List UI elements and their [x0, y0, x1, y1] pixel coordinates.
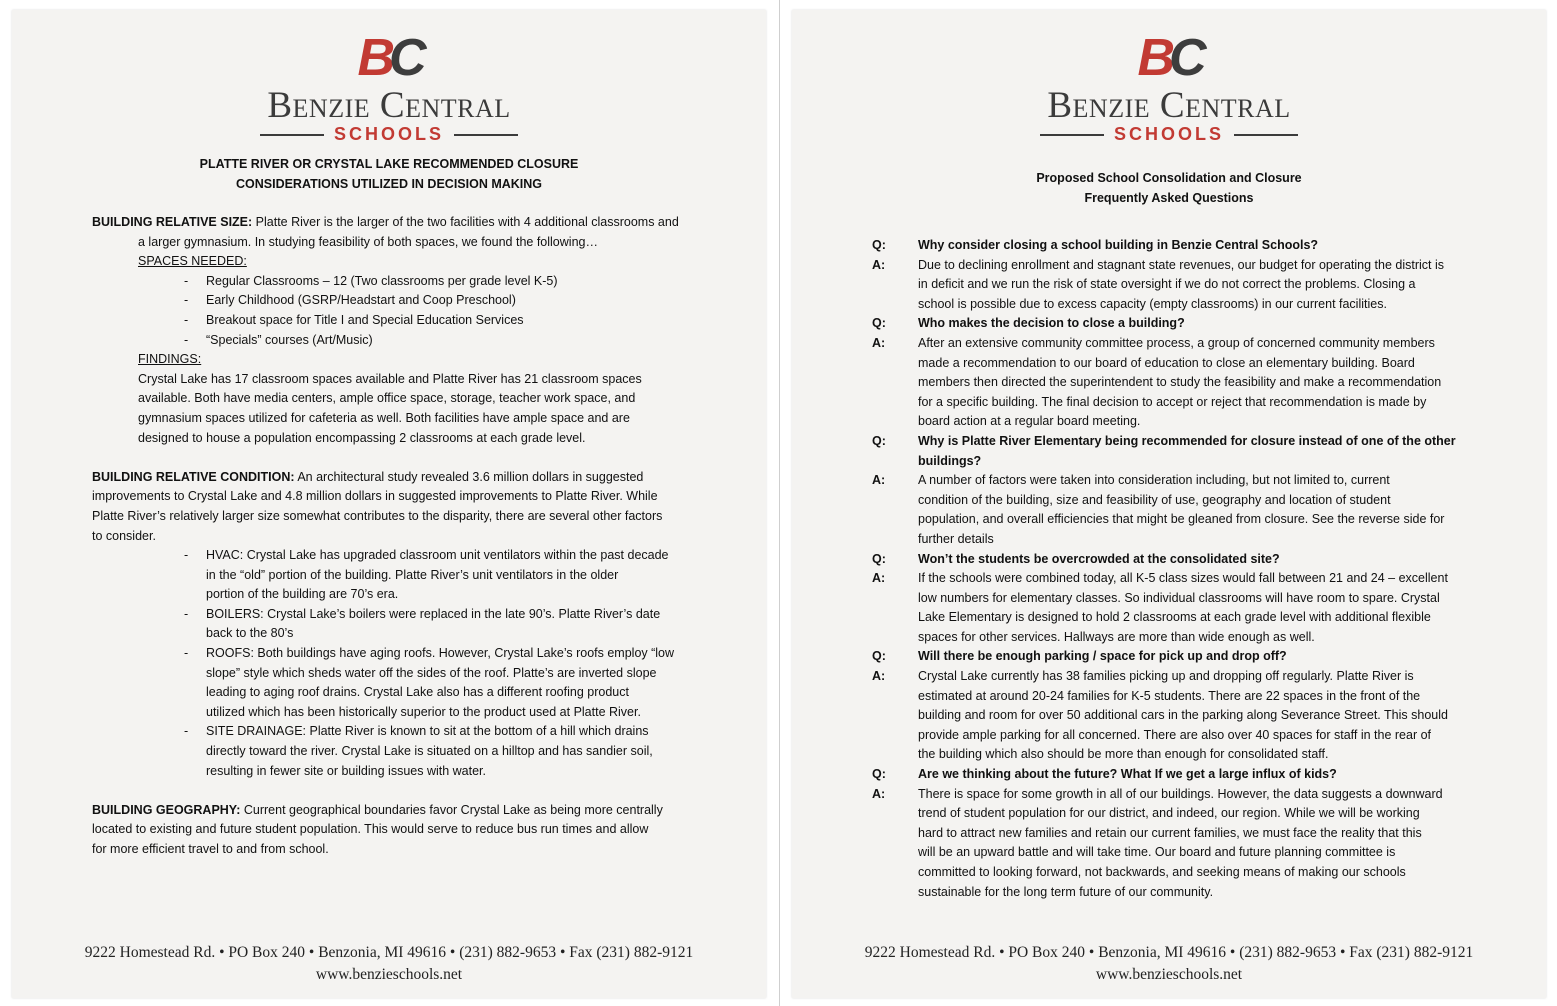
factor-line: back to the 80’s	[206, 626, 294, 641]
faq-question	[872, 236, 1472, 256]
faq-answer	[872, 569, 1472, 647]
a-label: A:	[872, 669, 886, 684]
question-line: Why consider closing a school building in Benzie Central Schools?	[918, 238, 1319, 252]
answer-line: estimated at around 20-24 families for K-5 students. There are 22 spaces in the front of the	[918, 688, 1421, 703]
condition-heading: BUILDING RELATIVE CONDITION:	[92, 469, 295, 484]
question-line: Are we thinking about the future? What If we get a large influx of kids?	[918, 767, 1337, 782]
condition-line: to consider.	[92, 528, 156, 543]
space-item: - Regular Classrooms – 12 (Two classrooms per grade level K-5)	[206, 272, 696, 292]
answer-line: spaces for other services. Hallways are more than wide enough as well.	[918, 629, 1315, 644]
faq-question	[872, 765, 1472, 785]
school-logo	[792, 29, 1546, 145]
factor-item	[206, 546, 696, 605]
left-content: BUILDING RELATIVE SIZE: Platte River is the larger of the two facilities with 4 additional classrooms and a larger gymnasium. In studying feasibility of both spaces, we found the following… SPACES NEEDED: - Regular Classrooms – 12 (Two classrooms per grade level K-5) - Early Childhood (GSRP/Headstart and Coop Preschool) - Breakout space for Title I and Special Education Services - “Specials” courses (Art/Music) FINDINGS: Crystal Lake has 17 classroom spaces available and Platte River has 21 classroom spaces available. Both have media centers, ample office space, storage, teacher work space, and gymnasium spaces utilized for cafeteria as well. Both facilities have ample space and are designed to house a population encompassing 2 classrooms at each grade level. BUILDING RELATIVE CONDITION: An architectural study revealed 3.6 million dollars in suggested improvements to Crystal Lake and 4.8 million dollars in suggested improvements to Platte River. While Platte River’s relatively larger size somewhat contributes to the disparity, there are several other factors to consider. - HVAC: Crystal Lake has upgraded classroom unit ventilators within the past decade in the “old” portion of the building. Platte River’s unit ventilators in the older portion of the building are 70’s era. - BOILERS: Crystal Lake’s boilers were replaced in the late 90’s. Platte River’s date back to the 80’s - ROOFS: Both buildings have aging roofs. However, Crystal Lake’s roofs employ “low slope” style which sheds water off the sides of the roof. Platte’s are inverted slope leading to aging roof drains. Crystal Lake also has a different roofing product utilized which has been historically superior to the product used at Platte River. - SITE DRAINAGE: Platte River is known to sit at the bottom of a hill which drains directly toward the river. Crystal Lake is situated on a hilltop and has sandier soil, resulting in fewer site or building issues with water. BUILDING GEOGRAPHY: Current geographical boundaries favor Crystal Lake as being more centrally located to existing and future student population. This would serve to reduce bus run times and allow for more efficient travel to and from school.	[92, 213, 696, 860]
factor-line: slope” style which sheds water off the sides of the roof. Platte’s are inverted slope	[206, 665, 657, 680]
answer-line: sustainable for the long term future of our community.	[918, 884, 1214, 899]
bc-monogram: BC	[357, 29, 421, 87]
a-label: A:	[872, 473, 886, 488]
faq-question	[872, 432, 1472, 471]
answer-text	[918, 569, 1472, 647]
answer-line: will be an upward battle and will take time. Our board and future planning committee is	[918, 845, 1396, 860]
faq-title: Proposed School Consolidation and Closure Frequently Asked Questions	[1036, 171, 1302, 205]
faq-answer	[872, 471, 1472, 549]
factor-line: - HVAC: Crystal Lake has upgraded classroom unit ventilators within the past decade	[206, 548, 669, 563]
findings-line: gymnasium spaces utilized for cafeteria as well. Both facilities have ample space and are	[138, 410, 630, 425]
answer-line: condition of the building, size and feasibility of use, geography and location of student	[918, 492, 1391, 507]
answer-line: trend of student population for our district, and indeed, our region. While we will be working	[918, 806, 1420, 821]
answer-line: low numbers for elementary classes. So individual classrooms will have room to spare. Crystal	[918, 590, 1440, 605]
question-text	[918, 550, 1472, 570]
q-label: Q:	[872, 767, 886, 782]
geography-section	[92, 801, 696, 860]
answer-text	[918, 471, 1472, 549]
bc-monogram: BC	[1137, 29, 1201, 87]
answer-line: After an extensive community committee process, a group of concerned community members	[918, 335, 1435, 350]
question-line: Won’t the students be overcrowded at the consolidated site?	[918, 551, 1280, 566]
factor-item	[206, 722, 696, 781]
answer-line: If the schools were combined today, all K-5 class sizes would fall between 21 and 24 – excellent	[918, 571, 1448, 586]
faq-answer	[872, 256, 1472, 315]
space-item: - Breakout space for Title I and Special Education Services	[206, 311, 696, 331]
school-name: Benzie Central	[267, 85, 511, 126]
answer-line: building and room for over 50 additional cars in the parking along Severance Street. This should	[918, 708, 1448, 723]
q-label: Q:	[872, 649, 886, 664]
school-subtitle: SCHOOLS	[333, 124, 444, 144]
footer: 9222 Homestead Rd. • PO Box 240 • Benzonia, MI 49616 • (231) 882-9653 • Fax (231) 882-9121 www.benzieschools.net	[84, 944, 694, 983]
answer-line: A number of factors were taken into consideration including, but not limited to, current	[918, 473, 1390, 488]
footer: 9222 Homestead Rd. • PO Box 240 • Benzonia, MI 49616 • (231) 882-9653 • Fax (231) 882-9121 www.benzieschools.net	[864, 944, 1474, 983]
answer-line: provide ample parking for all concerned. There are also over 40 spaces for staff in the rear of	[918, 727, 1432, 742]
q-label: Q:	[872, 551, 886, 566]
question-text	[918, 314, 1472, 334]
answer-line: for a specific building. The final decision to accept or reject that recommendation is made by	[918, 394, 1427, 409]
a-label: A:	[872, 571, 886, 586]
factor-line: directly toward the river. Crystal Lake is situated on a hilltop and has sandier soil,	[206, 744, 653, 759]
answer-line: committed to looking forward, not backwards, and seeking means of making our schools	[918, 865, 1406, 879]
question-text	[918, 647, 1472, 667]
answer-line: Due to declining enrollment and stagnant state revenues, our budget for operating the district is	[918, 257, 1445, 272]
factor-item	[206, 644, 696, 722]
answer-line: There is space for some growth in all of our buildings. However, the data suggests a downward	[918, 786, 1443, 801]
q-label: Q:	[872, 316, 886, 331]
space-item: - Early Childhood (GSRP/Headstart and Coop Preschool)	[206, 291, 696, 311]
question-text	[918, 432, 1472, 471]
factor-item	[206, 605, 696, 644]
factor-line: portion of the building are 70’s era.	[206, 587, 399, 602]
factors-list	[92, 546, 696, 781]
findings-line: Crystal Lake has 17 classroom spaces available and Platte River has 21 classroom spaces	[138, 371, 642, 386]
faq-answer	[872, 334, 1472, 432]
a-label: A:	[872, 257, 886, 272]
factor-line: - SITE DRAINAGE: Platte River is known to sit at the bottom of a hill which drains	[206, 724, 649, 739]
answer-line: made a recommendation to our board of education to close an elementary building. Board	[918, 355, 1415, 370]
a-label: A:	[872, 786, 886, 801]
condition-line: improvements to Crystal Lake and 4.8 million dollars in suggested improvements to Platte River. While	[92, 489, 658, 504]
factor-line: - BOILERS: Crystal Lake’s boilers were replaced in the late 90’s. Platte River’s date	[206, 606, 661, 621]
faq-answer	[872, 667, 1472, 765]
question-line: Will there be enough parking / space for pick up and drop off?	[918, 649, 1287, 664]
factor-line: - ROOFS: Both buildings have aging roofs. However, Crystal Lake’s roofs employ “low	[206, 646, 675, 661]
faq-list	[872, 236, 1472, 902]
answer-line: school is possible due to excess capacity (empty classrooms) in our current facilities.	[918, 296, 1387, 311]
geography-heading: BUILDING GEOGRAPHY:	[92, 802, 241, 817]
q-label: Q:	[872, 238, 886, 252]
a-label: A:	[872, 335, 886, 350]
size-section: BUILDING RELATIVE SIZE: Platte River is the larger of the two facilities with 4 additional classrooms and	[92, 215, 679, 229]
answer-line: in deficit and we run the risk of state oversight if we do not correct the problems. Closing a	[918, 277, 1416, 292]
factor-line: resulting in fewer site or building issues with water.	[206, 763, 486, 778]
answer-line: population, and overall efficiencies that might be gleaned from closure. See the reverse side for	[918, 512, 1445, 527]
page-divider	[779, 0, 780, 1006]
answer-text	[918, 667, 1472, 765]
question-text	[918, 765, 1472, 785]
question-line: Why is Platte River Elementary being recommended for closure instead of one of the other	[918, 433, 1456, 448]
condition-line: BUILDING RELATIVE CONDITION: An architectural study revealed 3.6 million dollars in suggested	[92, 469, 644, 484]
factor-line: in the “old” portion of the building. Platte River’s unit ventilators in the older	[206, 567, 619, 582]
school-logo	[12, 29, 766, 145]
faq-question	[872, 314, 1472, 334]
spaces-list	[92, 272, 696, 350]
page-right	[792, 10, 1546, 998]
space-item: - “Specials” courses (Art/Music)	[206, 331, 696, 351]
geography-line: BUILDING GEOGRAPHY: Current geographical boundaries favor Crystal Lake as being more centrally	[92, 802, 663, 817]
faq-answer	[872, 785, 1472, 903]
faq-question	[872, 647, 1472, 667]
answer-text	[918, 256, 1472, 315]
question-text	[918, 236, 1472, 256]
factor-line: leading to aging roof drains. Crystal Lake also has a different roofing product	[206, 685, 629, 700]
findings-line: designed to house a population encompassing 2 classrooms at each grade level.	[138, 430, 586, 445]
q-label: Q:	[872, 433, 886, 448]
findings-text	[138, 370, 696, 448]
factor-line: utilized which has been historically superior to the product used at Platte River.	[206, 704, 641, 719]
school-name: Benzie Central	[1047, 85, 1291, 126]
geography-line: located to existing and future student population. This would serve to reduce bus run times and allow	[92, 822, 649, 837]
question-line: Who makes the decision to close a building?	[918, 316, 1185, 331]
findings-line: available. Both have media centers, ample office space, storage, teacher work space, and	[138, 391, 636, 406]
answer-text	[918, 334, 1472, 432]
answer-line: Crystal Lake currently has 38 families picking up and dropping off regularly. Platte River is	[918, 669, 1414, 684]
findings-heading: FINDINGS:	[138, 352, 202, 367]
answer-line: members then directed the superintendent to study the feasibility and make a recommendation	[918, 375, 1442, 390]
page-left	[12, 10, 766, 998]
answer-line: further details	[918, 531, 994, 546]
answer-line: the building which also should be more than enough for consolidated staff.	[918, 747, 1329, 762]
document-title: PLATTE RIVER OR CRYSTAL LAKE RECOMMENDED CLOSURE CONSIDERATIONS UTILIZED IN DECISION MAKING	[199, 157, 579, 191]
answer-line: board action at a regular board meeting.	[918, 414, 1141, 429]
spaces-heading: SPACES NEEDED:	[138, 254, 247, 269]
condition-section	[92, 468, 696, 546]
answer-line: Lake Elementary is designed to hold 2 classrooms at each grade level with additional flexible	[918, 610, 1431, 625]
answer-line: hard to attract new families and retain our current families, we must face the reality that this	[918, 825, 1422, 840]
answer-text	[918, 785, 1472, 903]
geography-line: for more efficient travel to and from school.	[92, 842, 329, 856]
question-line: buildings?	[918, 453, 982, 468]
school-subtitle: SCHOOLS	[1113, 124, 1224, 144]
condition-line: Platte River’s relatively larger size somewhat contributes to the disparity, there are several other factors	[92, 508, 663, 523]
faq-question	[872, 550, 1472, 570]
